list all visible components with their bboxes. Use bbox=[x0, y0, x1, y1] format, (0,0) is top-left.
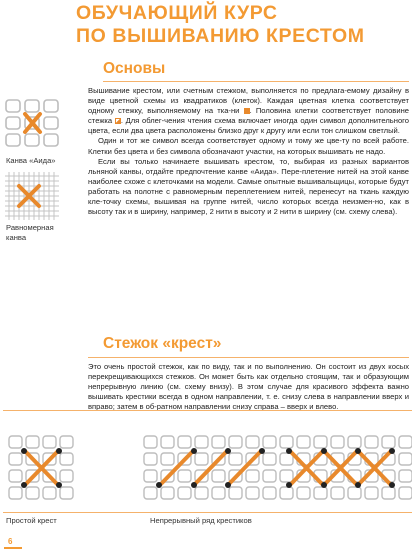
canvas-cell bbox=[331, 487, 344, 499]
even-weave-diagram bbox=[3, 170, 63, 222]
canvas-cell bbox=[297, 436, 310, 448]
canvas-cell bbox=[348, 436, 361, 448]
needle-point-marker bbox=[56, 482, 62, 488]
section-heading-basics: Основы bbox=[103, 60, 166, 77]
paragraph-text: Вышивание крестом, или счетным стежком, выполняется по предлага-емому дизайну в виде цветной схемы из квадратиков (клеток). Каждая цветная клетка соответствует одному стежку, выполняемому на тка-ни bbox=[88, 86, 409, 116]
canvas-cell bbox=[161, 436, 174, 448]
canvas-cell bbox=[280, 436, 293, 448]
caption-aida: Канва «Аида» bbox=[6, 156, 56, 165]
needle-point-marker bbox=[355, 448, 361, 454]
paragraph-text: . Половина клетки соответствует половине стежка bbox=[88, 106, 409, 126]
needle-point-marker bbox=[321, 482, 327, 488]
canvas-cell bbox=[144, 436, 157, 448]
canvas-cell bbox=[178, 487, 191, 499]
canvas-cell bbox=[297, 487, 310, 499]
canvas-cell bbox=[144, 453, 157, 465]
paragraph-text: . Для облег-чения чтения схема включает иногда один символ дополнительного цвета, если два цвета расположены близко друг к другу или если тон слишком светлый. bbox=[88, 116, 409, 136]
canvas-cell bbox=[229, 436, 242, 448]
canvas-cell bbox=[263, 470, 276, 482]
page-title bbox=[76, 2, 411, 48]
canvas-cell bbox=[314, 436, 327, 448]
canvas-cell bbox=[314, 487, 327, 499]
needle-point-marker bbox=[286, 482, 292, 488]
canvas-cell bbox=[178, 436, 191, 448]
title-line-1: ОБУЧАЮЩИЙ КУРС bbox=[76, 2, 278, 24]
paragraph: Если вы только начинаете вышивать крестом, то, выбирая из разных вариантов льняной канвы, отдайте предпочтение канве «Аида». Пере-плетение нитей на этой канве наиболее схоже с клеточками на модели. Самые опытные вышивальщицы, которые будут работать на полотне с равномерным переплетением нитей, перенесут на ткань каждую кле-точку схемы, вышивая на группе нитей, число которых всегда неизмен-но, как в высоту так и в ширину, например, 2 нити в высоту и 2 нити в ширину (см. схему слева). bbox=[88, 156, 409, 217]
needle-point-marker bbox=[389, 448, 395, 454]
section1-body bbox=[88, 86, 409, 217]
canvas-cell bbox=[229, 487, 242, 499]
caption-simple-cross: Простой крест bbox=[6, 516, 57, 525]
canvas-cell bbox=[263, 436, 276, 448]
needle-point-marker bbox=[21, 482, 27, 488]
needle-point-marker bbox=[286, 448, 292, 454]
canvas-cell bbox=[348, 487, 361, 499]
caption-even-weave: Равномерная канва bbox=[6, 223, 54, 242]
canvas-cell bbox=[399, 487, 412, 499]
page-number: 6 bbox=[8, 537, 13, 546]
paragraph bbox=[88, 86, 409, 136]
canvas-cell bbox=[161, 487, 174, 499]
canvas-cell bbox=[161, 453, 174, 465]
canvas-cell bbox=[365, 487, 378, 499]
canvas-cell bbox=[382, 436, 395, 448]
canvas-cell bbox=[178, 470, 191, 482]
section-rule bbox=[103, 81, 409, 82]
needle-point-marker bbox=[56, 448, 62, 454]
canvas-cell bbox=[195, 487, 208, 499]
simple-cross-diagram bbox=[5, 433, 85, 507]
paragraph: Это очень простой стежок, как по виду, так и по выполнению. Он состоит из двух косых перекрещивающихся стежков. Он может быть как отдельно стоящим, так и образующим непрерывную линию (см. схему внизу). В этом случае для красивого эффекта важно вышивать крестики всегда в одном направлении, т. е. снизу слева в направлении вверх и вправо; затем в об-ратном направлении снизу справа – вверх и влево. bbox=[88, 362, 409, 412]
canvas-cell bbox=[246, 470, 259, 482]
needle-point-marker bbox=[156, 482, 162, 488]
canvas-cell bbox=[229, 453, 242, 465]
caption-continuous-row: Непрерывный ряд крестиков bbox=[150, 516, 252, 525]
continuous-row-diagram bbox=[140, 433, 412, 507]
canvas-cell bbox=[246, 436, 259, 448]
canvas-cell bbox=[263, 487, 276, 499]
title-line-2: ПО ВЫШИВАНИЮ КРЕСТОМ bbox=[76, 25, 365, 47]
canvas-cell bbox=[399, 436, 412, 448]
canvas-cell bbox=[280, 487, 293, 499]
canvas-cell bbox=[246, 487, 259, 499]
section2-body bbox=[88, 362, 409, 412]
canvas-cell bbox=[195, 436, 208, 448]
canvas-cell bbox=[212, 470, 225, 482]
needle-point-marker bbox=[389, 482, 395, 488]
needle-point-marker bbox=[191, 448, 197, 454]
needle-point-marker bbox=[225, 482, 231, 488]
canvas-cell bbox=[263, 453, 276, 465]
needle-point-marker bbox=[355, 482, 361, 488]
canvas-cell bbox=[280, 470, 293, 482]
section-rule bbox=[88, 357, 409, 358]
needle-point-marker bbox=[259, 448, 265, 454]
canvas-cell bbox=[144, 470, 157, 482]
canvas-cell bbox=[399, 470, 412, 482]
needle-point-marker bbox=[321, 448, 327, 454]
canvas-cell bbox=[195, 453, 208, 465]
paragraph: Один и тот же символ всегда соответствует одному и тому же цве-ту по всей работе. Клетки без цвета и без символа обозначают участки, на которых вышивать не надо. bbox=[88, 136, 409, 156]
needle-point-marker bbox=[225, 448, 231, 454]
aida-canvas-diagram bbox=[3, 96, 73, 152]
canvas-cell bbox=[331, 436, 344, 448]
needle-point-marker bbox=[21, 448, 27, 454]
canvas-cell bbox=[365, 436, 378, 448]
canvas-cell bbox=[212, 436, 225, 448]
canvas-cell bbox=[144, 487, 157, 499]
needle-point-marker bbox=[191, 482, 197, 488]
diagram-band-top-rule bbox=[3, 410, 412, 411]
section-heading-cross-stitch: Стежок «крест» bbox=[103, 335, 222, 352]
canvas-cell bbox=[382, 487, 395, 499]
page-number-underline bbox=[4, 547, 22, 549]
canvas-cell bbox=[212, 487, 225, 499]
diagram-band-bottom-rule bbox=[3, 512, 412, 513]
canvas-cell bbox=[399, 453, 412, 465]
